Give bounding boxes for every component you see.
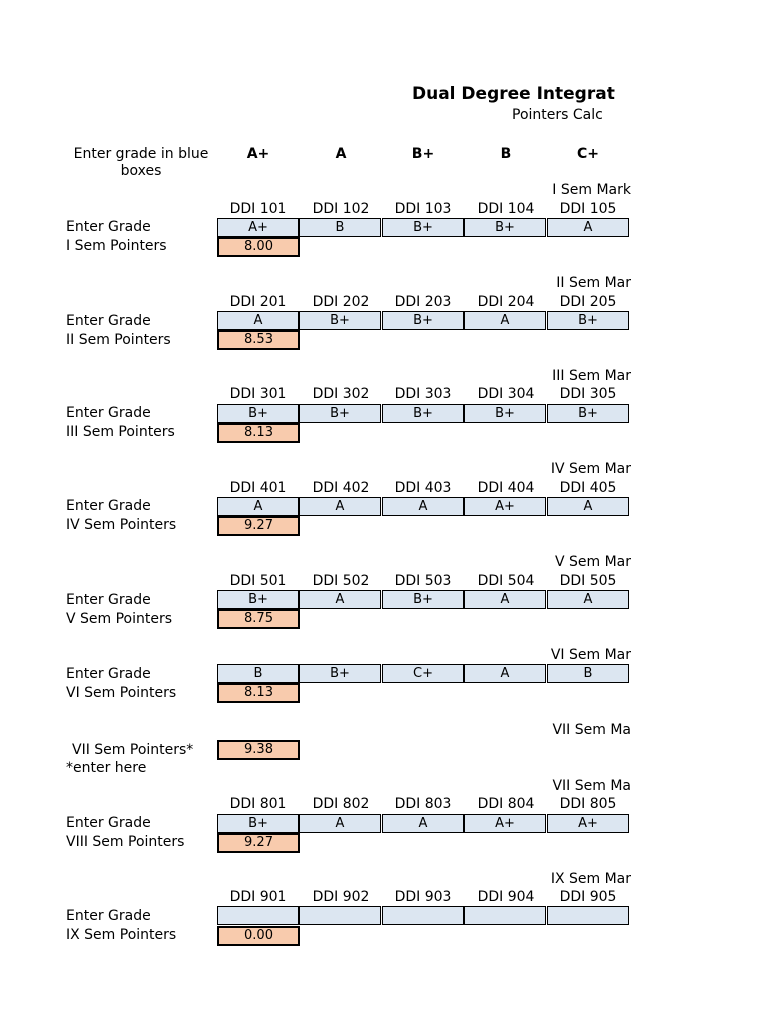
grade-input[interactable]: A+ [547,814,629,833]
grade-input[interactable]: B+ [299,404,381,423]
course-code: DDI 304 [477,386,535,402]
grade-input[interactable]: B [217,664,299,683]
course-code: DDI 103 [394,201,452,217]
enter-grade-label: Enter Grade [66,219,151,235]
pointers-label: V Sem Pointers [66,611,173,627]
course-code: DDI 305 [559,386,617,402]
pointers-value: 9.27 [217,516,300,536]
course-code: DDI 904 [477,889,535,905]
pointers-value: 8.75 [217,609,300,629]
grade-input[interactable]: A [299,590,381,609]
pointers-label: VI Sem Pointers [66,685,177,701]
pointers-label: I Sem Pointers [66,238,167,254]
grade-scale-a: A [335,146,347,162]
course-code: DDI 302 [312,386,370,402]
course-code: DDI 902 [312,889,370,905]
course-code: DDI 101 [229,201,287,217]
enter-grade-label: Enter Grade [66,405,151,421]
grade-scale-a-plus: A+ [246,146,270,162]
semester-heading: VII Sem Ma [552,722,631,738]
course-code: DDI 801 [229,796,287,812]
grade-input[interactable]: A [299,814,381,833]
pointers-label: IX Sem Pointers [66,927,177,943]
semester-heading: I Sem Mark [552,182,631,198]
course-code: DDI 804 [477,796,535,812]
grade-input[interactable]: A+ [217,218,299,237]
grade-input[interactable]: B+ [464,218,546,237]
grade-input[interactable]: A [464,590,546,609]
course-code: DDI 301 [229,386,287,402]
course-code: DDI 503 [394,573,452,589]
semester-heading: III Sem Mar [552,368,631,384]
enter-grade-label: Enter Grade [66,666,151,682]
pointers-value: 8.13 [217,423,300,443]
course-code: DDI 501 [229,573,287,589]
course-code: DDI 802 [312,796,370,812]
course-code: DDI 905 [559,889,617,905]
grade-input[interactable] [217,906,299,925]
grade-input[interactable]: A [217,311,299,330]
grade-input[interactable]: A [217,497,299,516]
grade-input[interactable]: B+ [217,590,299,609]
pointers-label: VIII Sem Pointers [66,834,185,850]
course-code: DDI 903 [394,889,452,905]
grade-input[interactable]: B+ [547,404,629,423]
course-code: DDI 102 [312,201,370,217]
pointers-label: VII Sem Pointers* [72,742,194,758]
course-code: DDI 502 [312,573,370,589]
grade-input[interactable] [464,906,546,925]
grade-scale-c-plus: C+ [576,146,599,162]
pointers-value: 8.00 [217,237,300,257]
grade-input[interactable]: C+ [382,664,464,683]
course-code: DDI 404 [477,480,535,496]
grade-input[interactable]: B+ [547,311,629,330]
grade-input[interactable]: B [299,218,381,237]
pointers-value: 9.27 [217,833,300,853]
semester-heading: IV Sem Mar [550,461,631,477]
course-code: DDI 403 [394,480,452,496]
instruction-text: Enter grade in blue boxes [73,146,209,179]
enter-grade-label: Enter Grade [66,908,151,924]
grade-input[interactable]: B+ [217,404,299,423]
enter-grade-label: Enter Grade [66,313,151,329]
grade-input[interactable]: B [547,664,629,683]
grade-input[interactable]: A+ [464,497,546,516]
grade-input[interactable]: A [547,590,629,609]
grade-input[interactable]: B+ [382,311,464,330]
sheet-subtitle: Pointers Calc [512,107,603,123]
course-code: DDI 805 [559,796,617,812]
enter-grade-label: Enter Grade [66,498,151,514]
enter-grade-label: Enter Grade [66,815,151,831]
semester-heading: VI Sem Mar [550,647,631,663]
grade-input[interactable]: B+ [217,814,299,833]
grade-input[interactable]: A [547,218,629,237]
grade-input[interactable]: A [382,814,464,833]
grade-input[interactable]: A+ [464,814,546,833]
grade-input[interactable] [299,906,381,925]
grade-input[interactable]: A [382,497,464,516]
course-code: DDI 401 [229,480,287,496]
grade-scale-b-plus: B+ [411,146,435,162]
enter-grade-label: Enter Grade [66,592,151,608]
course-code: DDI 202 [312,294,370,310]
course-code: DDI 901 [229,889,287,905]
pointers-value[interactable]: 9.38 [217,740,300,760]
grade-input[interactable]: B+ [299,664,381,683]
course-code: DDI 203 [394,294,452,310]
semester-heading: VII Sem Ma [552,778,631,794]
course-code: DDI 803 [394,796,452,812]
grade-input[interactable]: B+ [299,311,381,330]
grade-input[interactable] [382,906,464,925]
course-code: DDI 104 [477,201,535,217]
course-code: DDI 505 [559,573,617,589]
pointers-value: 8.13 [217,683,300,703]
pointers-value: 0.00 [217,926,300,946]
pointers-label: IV Sem Pointers [66,517,177,533]
enter-note: *enter here [66,760,147,776]
grade-input[interactable]: A [299,497,381,516]
grade-scale-b: B [500,146,512,162]
grade-input[interactable]: A [464,311,546,330]
semester-heading: V Sem Mar [554,554,631,570]
pointers-value: 8.53 [217,330,300,350]
course-code: DDI 204 [477,294,535,310]
grade-input[interactable]: B+ [382,404,464,423]
grade-input[interactable]: A [464,664,546,683]
grade-input[interactable]: B+ [382,218,464,237]
grade-input[interactable]: A [547,497,629,516]
course-code: DDI 205 [559,294,617,310]
grade-input[interactable]: B+ [382,590,464,609]
semester-heading: IX Sem Mar [550,871,631,887]
semester-heading: II Sem Mar [556,275,631,291]
grade-input[interactable]: B+ [464,404,546,423]
course-code: DDI 201 [229,294,287,310]
course-code: DDI 504 [477,573,535,589]
course-code: DDI 303 [394,386,452,402]
course-code: DDI 105 [559,201,617,217]
course-code: DDI 405 [559,480,617,496]
course-code: DDI 402 [312,480,370,496]
sheet-title: Dual Degree Integrat [412,84,615,104]
grade-input[interactable] [547,906,629,925]
pointers-label: II Sem Pointers [66,332,171,348]
pointers-label: III Sem Pointers [66,424,175,440]
